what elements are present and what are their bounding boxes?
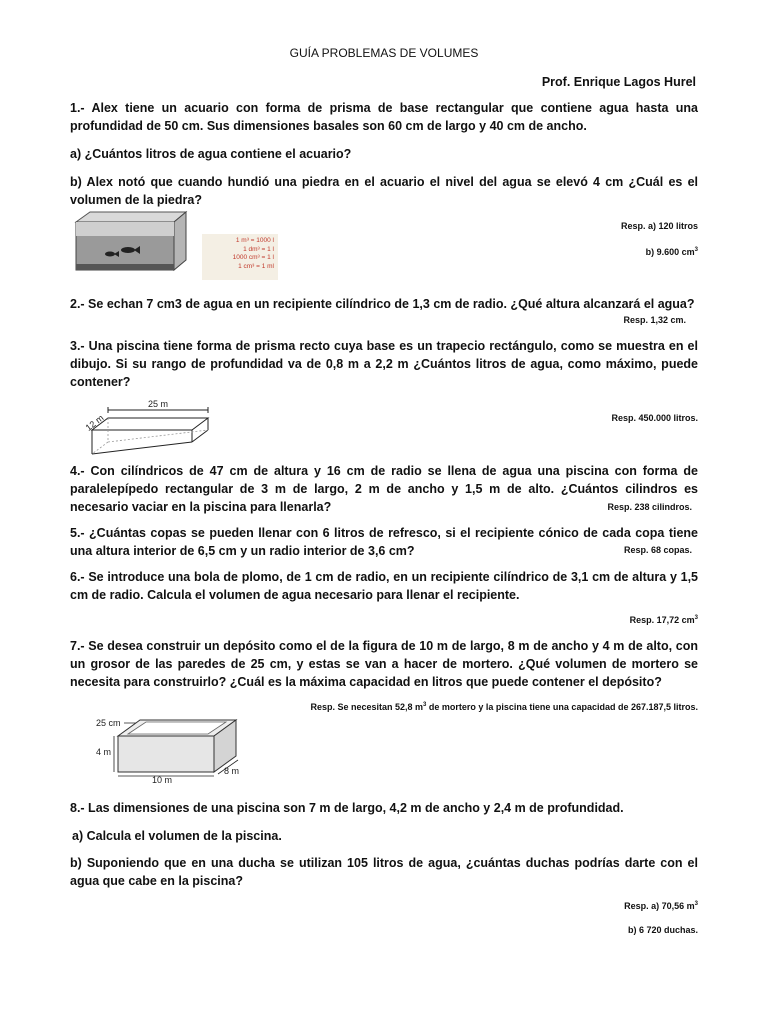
answer-8a: Resp. a) 70,56 $m^3$	[624, 901, 698, 911]
conversion-1: 1 m³ = 1000 l	[235, 237, 274, 244]
aquarium-figure	[70, 210, 190, 274]
tank-thickness-label: 25 cm	[96, 718, 121, 728]
problem-1-statement: 1.- Alex tiene un acuario con forma de prisma de base rectangular que contiene agua hasta una profundidad de 50 cm. Sus dimensiones basales son 60 cm de largo y 40 cm de ancho.	[70, 101, 698, 133]
answer-3: Resp. 450.000 litros.	[611, 413, 698, 423]
pool-length-label: 25 m	[148, 399, 169, 409]
problem-8-part-b: b) Suponiendo que en una ducha se utilizan 105 litros de agua, ¿cuántas duchas podrías darte con el agua que cabe en la piscina?	[70, 856, 698, 888]
answer-5: Resp. 68 copas.	[623, 545, 692, 555]
page-title: GUÍA PROBLEMAS DE VOLUMES	[289, 46, 479, 60]
tank-height-label: 4 m	[96, 747, 112, 757]
conversion-3: 1000 cm³ = 1 l	[232, 254, 274, 261]
answer-6: Resp. 17,72 $cm^3$	[629, 615, 698, 625]
answer-1a: Resp. a) 120 litros	[620, 221, 698, 231]
answer-7: Resp. Se necesitan 52,8 $m^3$ de mortero y la piscina tiene una capacidad de 267.187,5 litros.	[310, 702, 698, 712]
answer-4: Resp. 238 cilindros.	[607, 502, 692, 512]
problem-6-statement: 6.- Se introduce una bola de plomo, de 1 cm de radio, en un recipiente cilíndrico de 3,1 cm de altura y 1,5 cm de radio. Calcula el volumen de agua necesario para llenar el recipiente.	[70, 570, 698, 602]
problem-5-statement: 5.- ¿Cuántas copas se pueden llenar con 6 litros de refresco, si el recipiente cónico de cada copa tiene una altura interior de 6,5 cm y un radio interior de 3,6 cm?	[70, 526, 698, 558]
unit-conversion-box	[202, 234, 278, 280]
author-name: Prof. Enrique Lagos Hurel	[541, 75, 696, 89]
tank-width-label: 8 m	[224, 766, 240, 776]
conversion-2: 1 dm³ = 1 l	[243, 245, 274, 253]
problem-8-part-a: a) Calcula el volumen de la piscina.	[72, 829, 282, 843]
conversion-4: 1 cm³ = 1 ml	[238, 262, 274, 270]
answer-2: Resp. 1,32 cm.	[623, 315, 686, 325]
problem-7-statement: 7.- Se desea construir un depósito como el de la figura de 10 m de largo, 8 m de ancho y 4 m de alto, con un grosor de las paredes de 25 cm, y estas se van a hacer de mortero. ¿Qué volumen de mortero se necesita para construirlo? ¿Cuál es la máxima capacidad en litros que puede contener el depósito?	[70, 639, 698, 689]
pool-width-label: 12 m	[83, 412, 106, 433]
tank-length-label: 10 m	[152, 775, 173, 784]
pool-trapezoid-figure	[80, 398, 220, 460]
problem-2-statement: 2.- Se echan 7 cm3 de agua en un recipiente cilíndrico de 1,3 cm de radio. ¿Qué altura alcanzará el agua?	[70, 297, 695, 311]
problem-8-statement: 8.- Las dimensiones de una piscina son 7 m de largo, 4,2 m de ancho y 2,4 m de profundidad.	[70, 801, 624, 815]
problem-1-part-a: a) ¿Cuántos litros de agua contiene el acuario?	[70, 147, 352, 161]
problem-3-statement: 3.- Una piscina tiene forma de prisma recto cuya base es un trapecio rectángulo, como se muestra en el dibujo. Si su rango de profundidad va de 0,8 m a 2,2 m ¿Cuántos litros de agua, como máximo, puede contener?	[70, 339, 698, 389]
tank-figure	[94, 712, 254, 784]
problem-4-statement: 4.- Con cilíndricos de 47 cm de altura y 16 cm de radio se llena de agua una piscina con forma de paralelepípedo rectangular de 3 m de largo, 2 m de ancho y 1,5 m de alto. ¿Cuántos cilindros es necesario vaciar en la piscina para llenarla?	[70, 464, 698, 514]
answer-8b: b) 6 720 duchas.	[627, 925, 698, 935]
answer-1b: b) 9.600 $cm^3$	[645, 247, 698, 257]
problem-1-part-b: b) Alex notó que cuando hundió una piedra en el acuario el nivel del agua se elevó 4 cm ¿Cuál es el volumen de la piedra?	[70, 175, 698, 207]
